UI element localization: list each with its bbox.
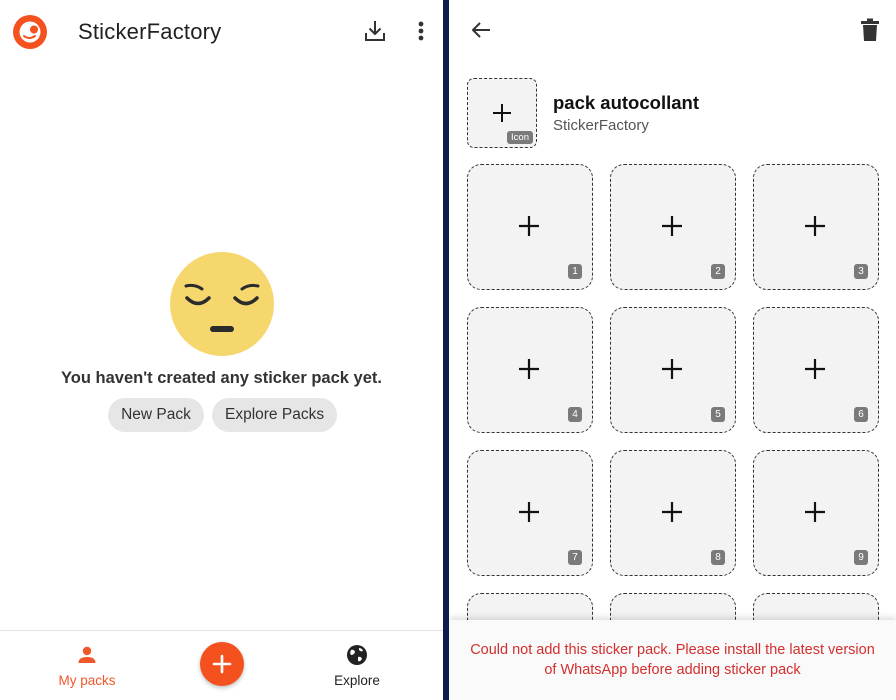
app-bar (0, 0, 443, 62)
download-icon[interactable] (362, 18, 388, 44)
plus-icon (518, 501, 540, 523)
more-vert-icon[interactable] (410, 18, 432, 44)
sad-face-emoji-icon (169, 251, 275, 357)
new-pack-button[interactable]: New Pack (108, 398, 204, 432)
plus-icon (518, 358, 540, 380)
plus-icon (661, 358, 683, 380)
sticker-slot-number: 5 (711, 407, 725, 422)
plus-icon (661, 215, 683, 237)
arrow-back-icon[interactable] (469, 18, 493, 42)
pack-name: pack autocollant (553, 92, 699, 113)
sticker-slot-number: 7 (568, 550, 582, 565)
error-snackbar (449, 620, 896, 700)
icon-tag-badge: Icon (507, 131, 533, 144)
snackbar-message: Could not add this sticker pack. Please install the latest version of WhatsApp before adding sticker pack (470, 642, 875, 678)
my-packs-screen (0, 0, 443, 700)
sticker-slot-number: 3 (854, 264, 868, 279)
sticker-slot[interactable] (467, 450, 593, 576)
sticker-slot[interactable] (753, 307, 879, 433)
pack-editor-screen (449, 0, 896, 700)
plus-icon (211, 653, 233, 675)
sticker-slot[interactable] (610, 164, 736, 290)
nav-explore-label: Explore (334, 673, 380, 688)
empty-state-message: You haven't created any sticker pack yet. (61, 369, 382, 387)
stickerfactory-logo-icon (12, 14, 48, 50)
sticker-slot[interactable] (753, 450, 879, 576)
app-title: StickerFactory (78, 19, 222, 44)
sticker-slot-number: 6 (854, 407, 868, 422)
sticker-slot[interactable] (467, 307, 593, 433)
sticker-slot-number: 1 (568, 264, 582, 279)
sticker-slot-number: 9 (854, 550, 868, 565)
sticker-slot[interactable] (467, 164, 593, 290)
globe-icon (345, 643, 369, 667)
tray-icon-slot[interactable] (467, 78, 537, 148)
plus-icon (804, 358, 826, 380)
plus-icon (492, 103, 512, 123)
person-icon (75, 643, 99, 667)
nav-my-packs-label: My packs (58, 673, 116, 688)
sticker-slot-number: 8 (711, 550, 725, 565)
plus-icon (804, 501, 826, 523)
plus-icon (518, 215, 540, 237)
pack-publisher: StickerFactory (553, 117, 649, 134)
nav-explore[interactable] (297, 631, 417, 700)
sticker-slot[interactable] (610, 450, 736, 576)
sticker-slot[interactable] (610, 307, 736, 433)
add-pack-fab[interactable] (200, 642, 244, 686)
plus-icon (804, 215, 826, 237)
nav-my-packs[interactable] (27, 631, 147, 700)
plus-icon (661, 501, 683, 523)
sticker-slot-number: 2 (711, 264, 725, 279)
trash-icon[interactable] (860, 18, 880, 42)
sticker-slot-number: 4 (568, 407, 582, 422)
sticker-slot[interactable] (753, 164, 879, 290)
explore-packs-button[interactable]: Explore Packs (212, 398, 337, 432)
